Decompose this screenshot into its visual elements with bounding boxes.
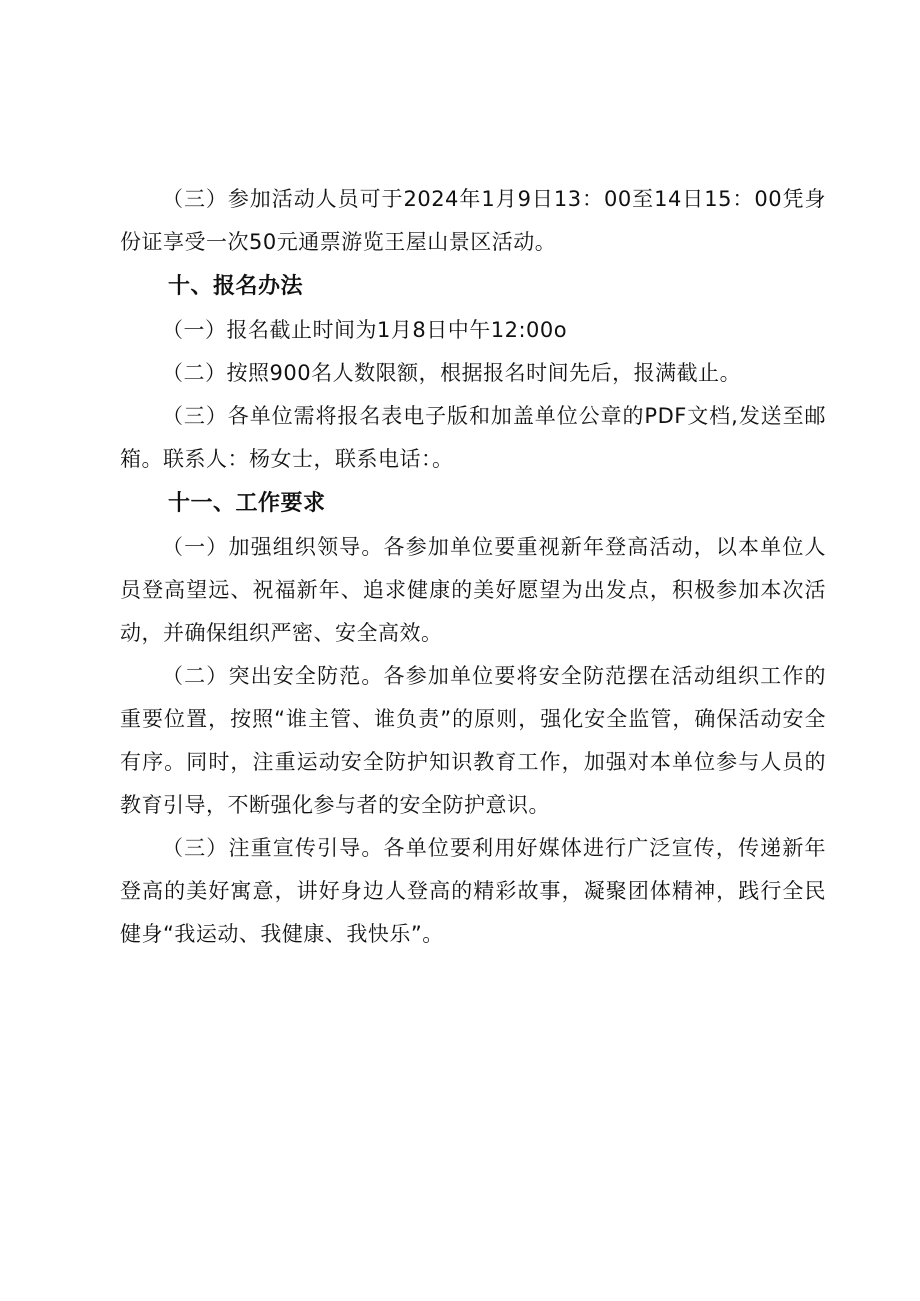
paragraph-registration-submission: （三）各单位需将报名表电子版和加盖单位公章的PDF文档,发送至邮箱。联系人：杨女士，联系电话：。 bbox=[120, 404, 826, 471]
paragraph-safety-precautions: （二）突出安全防范。各参加单位要将安全防范摆在活动组织工作的重要位置，按照“谁主管、谁负责”的原则，强化安全监管，确保活动安全有序。同时，注重运动安全防护知识教育工作，加强对本单位参与人员的教育引导，不断强化参与者的安全防护意识。 bbox=[120, 664, 826, 817]
paragraph-registration-quota: （二）按照900名人数限额，根据报名时间先后，报满截止。 bbox=[162, 361, 742, 385]
paragraph-registration-deadline: （一）报名截止时间为1月8日中午12:00o bbox=[162, 318, 568, 342]
paragraph-ticket-offer: （三）参加活动人员可于2024年1月9日13：00至14日15：00凭身份证享受一次50元通票游览王屋山景区活动。 bbox=[120, 187, 826, 254]
section-heading-requirements: 十一、工作要求 bbox=[168, 491, 326, 516]
document-body bbox=[120, 178, 826, 956]
paragraph-publicity-guidance: （三）注重宣传引导。各单位要利用好媒体进行广泛宣传，传递新年登高的美好寓意，讲好身边人登高的精彩故事，凝聚团体精神，践行全民健身“我运动、我健康、我快乐”。 bbox=[120, 836, 826, 946]
paragraph-organization-leadership: （一）加强组织领导。各参加单位要重视新年登高活动，以本单位人员登高望远、祝福新年、追求健康的美好愿望为出发点，积极参加本次活动，并确保组织严密、安全高效。 bbox=[120, 535, 826, 645]
section-heading-registration: 十、报名办法 bbox=[168, 274, 304, 299]
